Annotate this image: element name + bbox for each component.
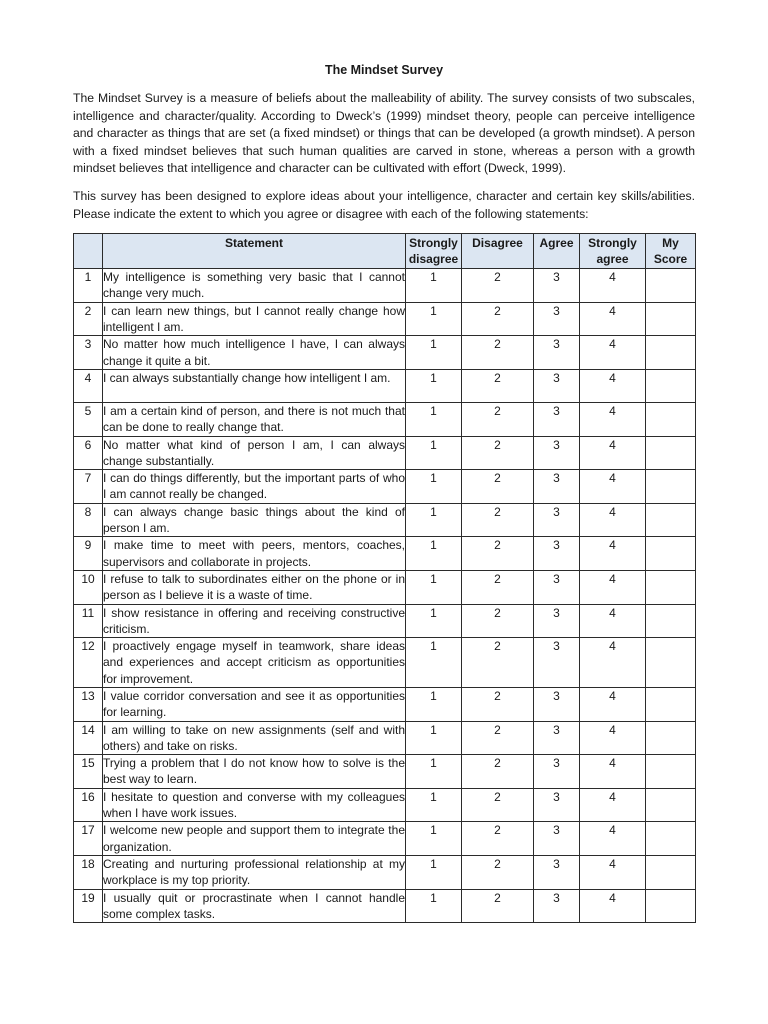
row-number: 6	[74, 436, 103, 470]
row-number: 14	[74, 721, 103, 755]
rating-disagree[interactable]: 2	[462, 604, 534, 638]
table-row	[74, 687, 696, 721]
rating-strongly-agree[interactable]: 4	[580, 822, 646, 856]
rating-strongly-agree[interactable]: 4	[580, 537, 646, 571]
rating-strongly-agree[interactable]: 4	[580, 604, 646, 638]
rating-strongly-disagree[interactable]: 1	[406, 855, 462, 889]
my-score-cell[interactable]	[646, 470, 696, 504]
row-statement: Trying a problem that I do not know how to solve is the best way to learn.	[103, 756, 405, 787]
row-number: 13	[74, 687, 103, 721]
rating-disagree[interactable]: 2	[462, 537, 534, 571]
table-row	[74, 570, 696, 604]
table-row	[74, 721, 696, 755]
rating-strongly-disagree[interactable]: 1	[406, 788, 462, 822]
rating-strongly-disagree[interactable]: 1	[406, 570, 462, 604]
table-row	[74, 822, 696, 856]
row-number: 4	[74, 369, 103, 402]
rating-agree[interactable]: 3	[534, 687, 580, 721]
table-row	[74, 755, 696, 789]
rating-strongly-disagree[interactable]: 1	[406, 302, 462, 336]
my-score-cell[interactable]	[646, 604, 696, 638]
table-row	[74, 788, 696, 822]
table-row	[74, 604, 696, 638]
rating-disagree[interactable]: 2	[462, 855, 534, 889]
row-number: 16	[74, 788, 103, 822]
rating-agree[interactable]: 3	[534, 402, 580, 436]
rating-agree[interactable]: 3	[534, 336, 580, 370]
rating-strongly-agree[interactable]: 4	[580, 755, 646, 789]
row-statement: I show resistance in offering and receiving constructive criticism.	[103, 605, 405, 636]
my-score-cell[interactable]	[646, 336, 696, 370]
rating-strongly-agree[interactable]: 4	[580, 269, 646, 303]
rating-strongly-disagree[interactable]: 1	[406, 369, 462, 402]
rating-strongly-disagree[interactable]: 1	[406, 402, 462, 436]
table-row	[74, 470, 696, 504]
table-row	[74, 855, 696, 889]
my-score-cell[interactable]	[646, 402, 696, 436]
row-number: 11	[74, 604, 103, 638]
intro-paragraph: The Mindset Survey is a measure of beliefs about the malleability of ability. The survey consists of two subscales, intelligence and character/quality. According to Dweck’s (1999) mindset theory, people can perceive intelligence and character as things that are set (a fixed mindset) or things that can be developed (a growth mindset). A person with a fixed mindset believes that such human qualities are carved in stone, whereas a person with a growth mindset believes that intelligence and character can be cultivated with effort (Dweck, 1999).	[73, 91, 695, 176]
survey-table	[73, 233, 696, 923]
row-statement: No matter what kind of person I am, I can always change substantially.	[103, 437, 405, 468]
row-statement: I can always change basic things about the kind of person I am.	[103, 504, 405, 536]
table-row	[74, 889, 696, 923]
rating-agree[interactable]: 3	[534, 269, 580, 303]
table-header-row	[74, 234, 696, 269]
table-row	[74, 402, 696, 436]
rating-strongly-disagree[interactable]: 1	[406, 503, 462, 537]
my-score-cell[interactable]	[646, 302, 696, 336]
header-statement: Statement	[103, 234, 406, 269]
rating-disagree[interactable]: 2	[462, 503, 534, 537]
rating-strongly-disagree[interactable]: 1	[406, 537, 462, 571]
rating-strongly-agree[interactable]: 4	[580, 402, 646, 436]
table-row	[74, 369, 696, 402]
rating-strongly-agree[interactable]: 4	[580, 369, 646, 402]
table-row	[74, 638, 696, 688]
rating-strongly-disagree[interactable]: 1	[406, 822, 462, 856]
rating-agree[interactable]: 3	[534, 638, 580, 688]
survey-page	[73, 62, 695, 923]
rating-disagree[interactable]: 2	[462, 436, 534, 470]
row-number: 12	[74, 638, 103, 688]
row-statement: I am a certain kind of person, and there is not much that can be done to really change that.	[103, 403, 405, 435]
row-number: 7	[74, 470, 103, 504]
rating-strongly-agree[interactable]: 4	[580, 503, 646, 537]
rating-strongly-disagree[interactable]: 1	[406, 755, 462, 789]
my-score-cell[interactable]	[646, 687, 696, 721]
row-statement: I make time to meet with peers, mentors, coaches, supervisors and collaborate in projects.	[103, 538, 405, 569]
rating-disagree[interactable]: 2	[462, 336, 534, 370]
my-score-cell[interactable]	[646, 755, 696, 789]
survey-table-body	[74, 269, 696, 923]
row-statement: I can do things differently, but the important parts of who I am cannot really be changed.	[103, 471, 405, 502]
rating-agree[interactable]: 3	[534, 788, 580, 822]
instructions-paragraph: This survey has been designed to explore ideas about your intelligence, character and certain key skills/abilities. Please indicate the extent to which you agree or disagree with each of the following statements:	[73, 188, 695, 221]
header-disagree: Disagree	[462, 234, 534, 269]
rating-disagree[interactable]: 2	[462, 638, 534, 688]
rating-disagree[interactable]: 2	[462, 755, 534, 789]
row-number: 5	[74, 402, 103, 436]
row-statement: I value corridor conversation and see it as opportunities for learning.	[103, 688, 405, 720]
my-score-cell[interactable]	[646, 436, 696, 470]
row-number: 18	[74, 855, 103, 889]
row-statement: I usually quit or procrastinate when I cannot handle some complex tasks.	[103, 890, 405, 921]
rating-strongly-disagree[interactable]: 1	[406, 604, 462, 638]
rating-agree[interactable]: 3	[534, 470, 580, 504]
rating-agree[interactable]: 3	[534, 721, 580, 755]
rating-disagree[interactable]: 2	[462, 302, 534, 336]
rating-strongly-agree[interactable]: 4	[580, 788, 646, 822]
row-statement: No matter how much intelligence I have, I can always change it quite a bit.	[103, 337, 405, 368]
rating-strongly-disagree[interactable]: 1	[406, 687, 462, 721]
header-my-score: My Score	[646, 234, 696, 269]
rating-strongly-disagree[interactable]: 1	[406, 721, 462, 755]
my-score-cell[interactable]	[646, 269, 696, 303]
rating-agree[interactable]: 3	[534, 570, 580, 604]
rating-disagree[interactable]: 2	[462, 369, 534, 402]
rating-disagree[interactable]: 2	[462, 721, 534, 755]
rating-strongly-disagree[interactable]: 1	[406, 436, 462, 470]
my-score-cell[interactable]	[646, 855, 696, 889]
rating-strongly-agree[interactable]: 4	[580, 336, 646, 370]
table-row	[74, 269, 696, 303]
my-score-cell[interactable]	[646, 822, 696, 856]
row-number: 9	[74, 537, 103, 571]
row-number: 1	[74, 269, 103, 303]
rating-strongly-agree[interactable]: 4	[580, 302, 646, 336]
rating-agree[interactable]: 3	[534, 436, 580, 470]
row-statement: I can always substantially change how intelligent I am.	[103, 369, 406, 402]
row-number: 17	[74, 822, 103, 856]
my-score-cell[interactable]	[646, 788, 696, 822]
row-statement: I hesitate to question and converse with my colleagues when I have work issues.	[103, 789, 405, 821]
row-statement: I welcome new people and support them to integrate the organization.	[103, 823, 405, 854]
table-row	[74, 537, 696, 571]
rating-strongly-agree[interactable]: 4	[580, 721, 646, 755]
my-score-cell[interactable]	[646, 889, 696, 923]
rating-strongly-agree[interactable]: 4	[580, 855, 646, 889]
rating-strongly-agree[interactable]: 4	[580, 470, 646, 504]
rating-agree[interactable]: 3	[534, 537, 580, 571]
header-strongly-agree: Strongly agree	[580, 234, 646, 269]
row-statement: I proactively engage myself in teamwork, share ideas and experiences and accept criticism as opportunities for improvement.	[103, 639, 405, 686]
rating-disagree[interactable]: 2	[462, 269, 534, 303]
row-number: 15	[74, 755, 103, 789]
rating-disagree[interactable]: 2	[462, 788, 534, 822]
my-score-cell[interactable]	[646, 638, 696, 688]
table-row	[74, 302, 696, 336]
rating-agree[interactable]: 3	[534, 822, 580, 856]
row-statement: I refuse to talk to subordinates either on the phone or in person as I believe it is a waste of time.	[103, 571, 405, 603]
table-row	[74, 336, 696, 370]
rating-strongly-agree[interactable]: 4	[580, 570, 646, 604]
row-number: 2	[74, 302, 103, 336]
header-number	[74, 234, 103, 269]
rating-disagree[interactable]: 2	[462, 889, 534, 923]
page-title: The Mindset Survey	[324, 63, 444, 77]
rating-strongly-disagree[interactable]: 1	[406, 889, 462, 923]
row-statement: My intelligence is something very basic that I cannot change very much.	[103, 270, 405, 301]
rating-disagree[interactable]: 2	[462, 570, 534, 604]
rating-disagree[interactable]: 2	[462, 470, 534, 504]
row-number: 8	[74, 503, 103, 537]
rating-agree[interactable]: 3	[534, 855, 580, 889]
header-agree: Agree	[534, 234, 580, 269]
rating-strongly-disagree[interactable]: 1	[406, 470, 462, 504]
rating-strongly-disagree[interactable]: 1	[406, 269, 462, 303]
rating-agree[interactable]: 3	[534, 755, 580, 789]
my-score-cell[interactable]	[646, 570, 696, 604]
rating-agree[interactable]: 3	[534, 302, 580, 336]
my-score-cell[interactable]	[646, 369, 696, 402]
table-row	[74, 436, 696, 470]
rating-strongly-disagree[interactable]: 1	[406, 638, 462, 688]
my-score-cell[interactable]	[646, 721, 696, 755]
rating-strongly-agree[interactable]: 4	[580, 889, 646, 923]
rating-agree[interactable]: 3	[534, 369, 580, 402]
my-score-cell[interactable]	[646, 537, 696, 571]
rating-strongly-agree[interactable]: 4	[580, 638, 646, 688]
rating-agree[interactable]: 3	[534, 503, 580, 537]
rating-agree[interactable]: 3	[534, 889, 580, 923]
rating-strongly-agree[interactable]: 4	[580, 436, 646, 470]
table-row	[74, 503, 696, 537]
row-statement: I am willing to take on new assignments (self and with others) and take on risks.	[103, 722, 405, 753]
rating-disagree[interactable]: 2	[462, 822, 534, 856]
rating-disagree[interactable]: 2	[462, 687, 534, 721]
rating-strongly-disagree[interactable]: 1	[406, 336, 462, 370]
row-number: 10	[74, 570, 103, 604]
my-score-cell[interactable]	[646, 503, 696, 537]
rating-disagree[interactable]: 2	[462, 402, 534, 436]
row-number: 19	[74, 889, 103, 923]
row-number: 3	[74, 336, 103, 370]
row-statement: I can learn new things, but I cannot really change how intelligent I am.	[103, 303, 405, 335]
rating-strongly-agree[interactable]: 4	[580, 687, 646, 721]
header-strongly-disagree: Strongly disagree	[406, 234, 462, 269]
row-statement: Creating and nurturing professional relationship at my workplace is my top priority.	[103, 856, 405, 888]
rating-agree[interactable]: 3	[534, 604, 580, 638]
